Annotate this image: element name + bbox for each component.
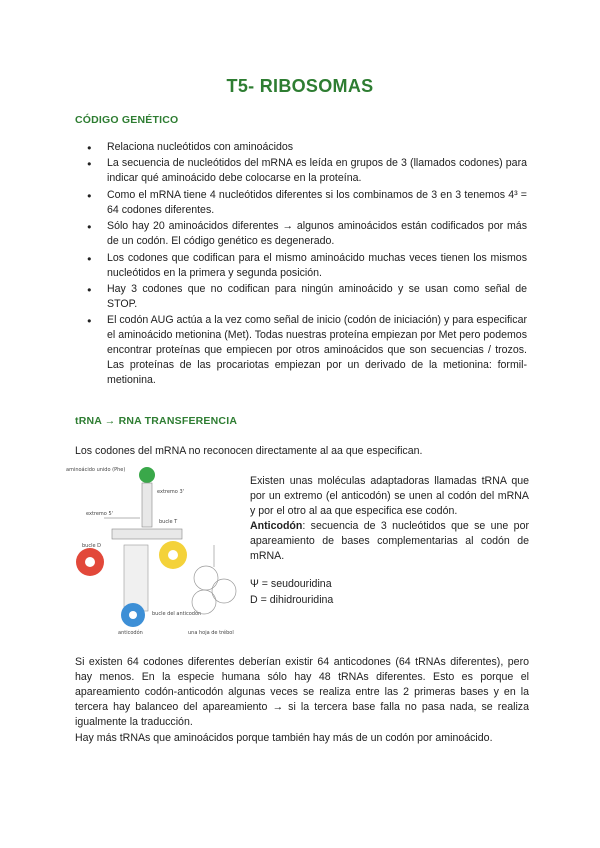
- closing-paragraph: Hay más tRNAs que aminoácidos porque también hay más de un codón por aminoácido.: [75, 732, 493, 744]
- label-leaf: una hoja de trébol: [188, 630, 234, 636]
- label-anticodon-loop: bucle del anticodón: [152, 611, 202, 617]
- balanceo-paragraph: Si existen 64 codones diferentes deberían existir 64 anticodones (64 tRNAs diferentes), pero hay menos. En la especie humana sólo hay 48 tRNAs diferentes. Esto es porque el apareamiento codón-anticodón algunas veces se realiza entre las 2 primeras bases y en la tercera hay balanceo del apareamiento → si la tercera base falla no pasa nada, se realiza igualmente la traducción.: [75, 656, 529, 728]
- anticodon-definition: : secuencia de 3 nucleótidos que se une por apareamiento de bases complementarias al codón de mRNA.: [250, 520, 529, 562]
- cloverleaf-sketch: [192, 545, 236, 614]
- page-title: T5- RIBOSOMAS: [226, 76, 374, 96]
- list-item: ● La secuencia de nucleótidos del mRNA es leída en grupos de 3 (llamados codones) para indicar qué aminoácido debe colocarse en la proteína.: [75, 156, 527, 186]
- anticodon-term: Anticodón: [250, 520, 303, 532]
- list-item: ● Sólo hay 20 aminoácidos diferentes → algunos aminoácidos están codificados por más de un codón. El código genético es degenerado.: [75, 219, 527, 249]
- amino-acid-ball: [139, 467, 155, 483]
- label-amino-acid: aminoácido unido (Phe): [66, 467, 126, 473]
- label-d-loop: bucle D: [82, 543, 101, 549]
- bullet-list: [75, 140, 527, 390]
- label-3-end: extremo 3': [157, 489, 185, 495]
- list-item: ● Relaciona nucleótidos con aminoácidos: [75, 140, 527, 155]
- intro-paragraph: Los codones del mRNA no reconocen directamente al aa que especifican.: [75, 445, 423, 457]
- d-definition: D = dihidrouridina: [250, 594, 334, 606]
- psi-definition: Ψ = seudouridina: [250, 578, 332, 590]
- label-5-end: extremo 5': [86, 511, 114, 517]
- list-item: ● El codón AUG actúa a la vez como señal de inicio (codón de iniciación) y para especificar el aminoácido metionina (Met). Todas nuestras proteína empiezan por Met pero podemos encontrar proteínas que empiecen por otros aminoácidos que son secuencias / trozos. Las proteínas de las procariotas empiezan por un derivado de la metionina: formil-metionina.: [75, 313, 527, 388]
- list-item: ● Hay 3 codones que no codifican para ningún aminoácido y se usan como señal de STOP.: [75, 282, 527, 312]
- label-t-loop: bucle T: [159, 519, 178, 525]
- trna-side-paragraph: [250, 474, 529, 564]
- trna-explanation: Existen unas moléculas adaptadoras llamadas tRNA que por un extremo (el anticodón) se unen al codón del mRNA y por el otro al aa que especifica ese codón.: [250, 475, 529, 517]
- list-item: ● Como el mRNA tiene 4 nucleótidos diferentes si los combinamos de 3 en 3 tenemos 4³ = 64 codones diferentes.: [75, 188, 527, 218]
- section-heading-trna: tRNA → RNA TRANSFERENCIA: [75, 415, 238, 427]
- acceptor-stem: [142, 483, 152, 527]
- trna-diagram: [64, 463, 244, 641]
- label-anticodon: anticodón: [118, 630, 143, 636]
- section-heading-codigo-genetico: CÓDIGO GENÉTICO: [75, 114, 179, 126]
- list-item: ● Los codones que codifican para el mismo aminoácido muchas veces tienen los mismos nucleótidos en la primera y segunda posición.: [75, 251, 527, 281]
